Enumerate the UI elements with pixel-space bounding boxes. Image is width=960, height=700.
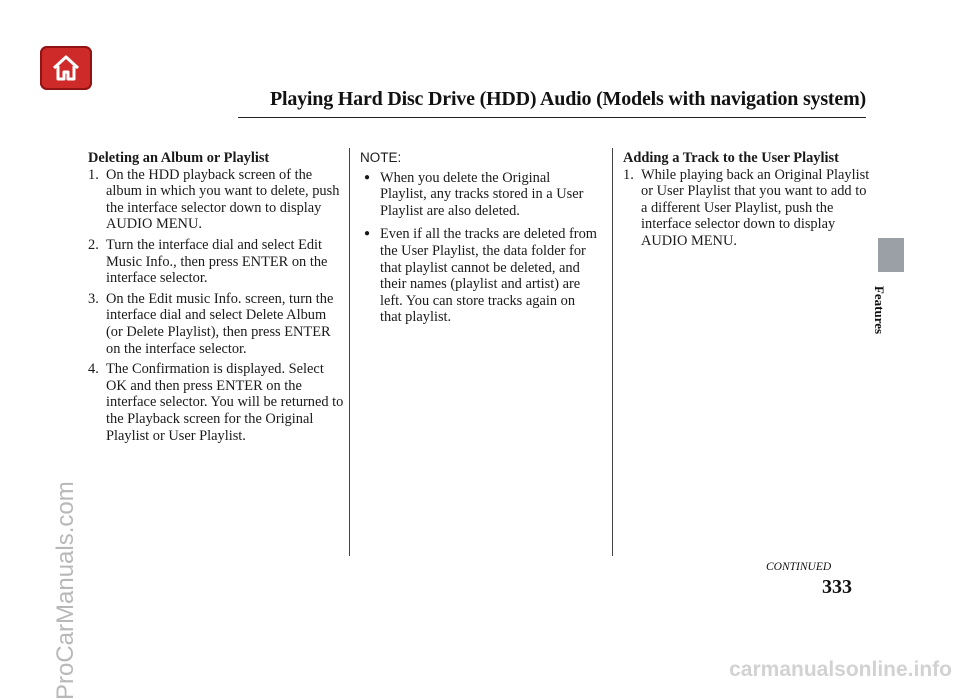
note-bullet	[364, 170, 600, 220]
step-number: 1.	[623, 166, 634, 183]
instruction-step	[623, 167, 873, 250]
home-button[interactable]	[40, 46, 92, 90]
instruction-step	[88, 291, 346, 357]
section-heading: Adding a Track to the User Playlist	[623, 150, 839, 166]
bullet-text: Even if all the tracks are deleted from the User Playlist, the data folder for that playlist cannot be deleted, and their names (playlist and artist) are left. You can store tracks again on that playlist.	[380, 226, 597, 326]
page-title: Playing Hard Disc Drive (HDD) Audio (Models with navigation system)	[269, 88, 866, 110]
step-number: 1.	[88, 166, 99, 183]
step-number: 3.	[88, 290, 99, 307]
bullet-icon: ●	[364, 228, 371, 240]
instruction-step	[88, 167, 346, 233]
page-number: 333	[822, 576, 852, 598]
home-icon	[50, 52, 82, 84]
step-text: On the Edit music Info. screen, turn the interface dial and select Delete Album (or Delete Playlist), then press ENTER on the interface selector.	[106, 290, 334, 357]
step-text: While playing back an Original Playlist or User Playlist that you want to add to a different User Playlist, push the interface selector down to display AUDIO MENU.	[641, 166, 870, 249]
step-number: 4.	[88, 361, 99, 378]
step-number: 2.	[88, 236, 99, 253]
header-divider	[238, 117, 866, 118]
column-notes	[360, 150, 600, 326]
watermark-left: ProCarManuals.com	[52, 481, 79, 700]
note-bullet	[364, 226, 600, 326]
column-deleting-album	[88, 150, 346, 444]
step-text: On the HDD playback screen of the album in which you want to delete, push the interface selector down to display AUDIO MENU.	[106, 166, 340, 233]
instruction-step	[88, 237, 346, 287]
note-label: NOTE:	[360, 150, 402, 165]
step-text: The Confirmation is displayed. Select OK and then press ENTER on the interface selector. You will be returned to the Playback screen for the Original Playlist or User Playlist.	[106, 361, 344, 444]
section-heading: Deleting an Album or Playlist	[88, 150, 270, 166]
column-adding-track	[623, 150, 873, 250]
section-tab-label: Features	[872, 285, 888, 335]
watermark-bottom: carmanualsonline.info	[729, 658, 952, 681]
step-text: Turn the interface dial and select Edit Music Info., then press ENTER on the interface selector.	[106, 236, 328, 287]
column-divider	[349, 148, 350, 556]
bullet-text: When you delete the Original Playlist, any tracks stored in a User Playlist are also deleted.	[380, 169, 584, 219]
instruction-step	[88, 361, 346, 444]
bullet-icon: ●	[364, 171, 371, 183]
section-tab-marker	[878, 238, 904, 272]
continued-label: CONTINUED	[766, 561, 832, 573]
column-divider	[612, 148, 613, 556]
